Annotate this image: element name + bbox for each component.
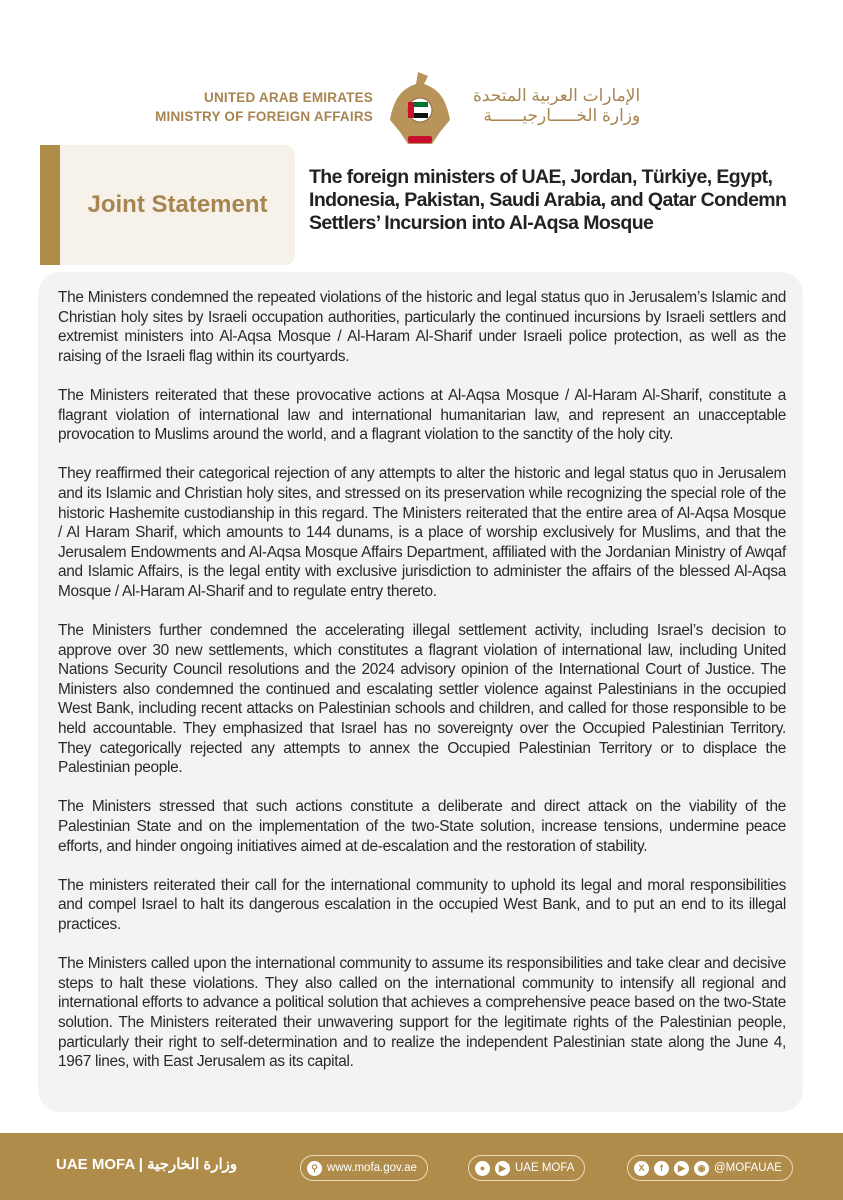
paragraph: The Ministers further condemned the accelerating illegal settlement activity, including Israel’s decision to approve over 30 new settlements, which constitutes a flagrant violation of international law, including United Nations Security Council resolutions and the 2024 advisory opinion of the International Court of Justice. The Ministers also condemned the continued and escalating settler violence against Palestinians in the occupied West Bank, including recent attacks on Palestinian schools and children, and called for those responsible to be held accountable. They emphasized that Israel has no sovereignty over the Occupied Palestinian Territory. They categorically rejected any attempts to annex the Occupied Palestinian Territory or to displace the Palestinian people. [58, 622, 786, 777]
social-link[interactable] [627, 1155, 793, 1181]
website-text: www.mofa.gov.ae [327, 1162, 417, 1174]
social-text: @MOFAUAE [714, 1162, 782, 1174]
paragraph: The Ministers reiterated that these provocative actions at Al-Aqsa Mosque / Al-Haram Al-Sharif, constitute a flagrant violation of international law and international humanitarian law, and represent an unacceptable provocation to Muslims around the world, and a flagrant violation to the sanctity of the holy city. [58, 386, 786, 444]
uae-emblem-icon [388, 70, 452, 148]
paragraph: The ministers reiterated their call for the international community to uphold its legal and moral responsibilities and compel Israel to halt its dangerous escalation in the occupied West Bank, and to put an end to its illegal practices. [58, 876, 786, 933]
youtube-icon: ▶ [674, 1161, 689, 1176]
header-english [155, 88, 373, 126]
statement-body [58, 288, 786, 1091]
instagram-icon: ◉ [694, 1161, 709, 1176]
header-en-line1: UNITED ARAB EMIRATES [204, 90, 373, 105]
facebook-icon: f [654, 1161, 669, 1176]
header-en-line2: MINISTRY OF FOREIGN AFFAIRS [155, 109, 373, 124]
play-store-icon: ▶ [495, 1161, 510, 1176]
footer-brand: UAE MOFA | وزارة الخارجية [56, 1156, 238, 1173]
paragraph: They reaffirmed their categorical rejection of any attempts to alter the historic and legal status quo in Jerusalem and its Islamic and Christian holy sites, and stressed on its preservation while recognizing the special role of the historic Hashemite custodianship in this regard. The Ministers reiterated that the entire area of Al-Aqsa Mosque / Al Haram Sharif, which amounts to 144 dunams, is a place of worship exclusively for Muslims, and that the Jerusalem Endowments and Al-Aqsa Mosque Affairs Department, affiliated with the Jordanian Ministry of Awqaf and Islamic Affairs, is the legal entity with exclusive jurisdiction to administer the affairs of the blessed Al-Aqsa Mosque / Al-Haram Al-Sharif and to regulate entry thereto. [58, 465, 786, 600]
paragraph: The Ministers condemned the repeated violations of the historic and legal status quo in Jerusalem’s Islamic and Christian holy sites by Israeli occupation authorities, particularly the continued incursions by Israeli settlers and extremist ministers into Al-Aqsa Mosque / Al-Haram Al-Sharif under Israeli police protection, as well as the raising of the Israeli flag within its courtyards. [58, 289, 786, 365]
app-link[interactable] [468, 1155, 585, 1181]
x-icon: X [634, 1161, 649, 1176]
statement-title: The foreign ministers of UAE, Jordan, Türkiye, Egypt, Indonesia, Pakistan, Saudi Arabia, and Qatar Condemn Settlers’ Incursion into Al-Aqsa Mosque [309, 166, 787, 234]
paragraph: The Ministers stressed that such actions constitute a deliberate and direct attack on the viability of the Palestinian State and on the implementation of the two-State solution, increase tensions, undermine peace efforts, and hinder ongoing initiatives aimed at de-escalation and the restoration of stability. [58, 798, 786, 855]
footer [0, 1133, 843, 1200]
label-accent-bar [40, 145, 60, 265]
statement-label-box [60, 145, 295, 265]
website-link[interactable] [300, 1155, 428, 1181]
statement-label: Joint Statement [87, 191, 268, 218]
header-ar-line2: وزارة الخـــــارجيــــــة [483, 106, 641, 125]
header-arabic [473, 86, 640, 126]
header-ar-line1: الإمارات العربية المتحدة [473, 86, 641, 105]
search-icon: ⚲ [307, 1161, 322, 1176]
app-text: UAE MOFA [515, 1162, 575, 1174]
apple-icon: ● [475, 1161, 490, 1176]
paragraph: The Ministers called upon the international community to assume its responsibilities and take clear and decisive steps to halt these violations. They also called on the international community to intensify all regional and international efforts to advance a political solution that achieves a comprehensive peace based on the two-State solution. The Ministers reiterated their unwavering support for the legitimate rights of the Palestinian people, particularly their right to self-determination and to realize the independent Palestinian state along the June 4, 1967 lines, with East Jerusalem as its capital. [58, 955, 786, 1071]
